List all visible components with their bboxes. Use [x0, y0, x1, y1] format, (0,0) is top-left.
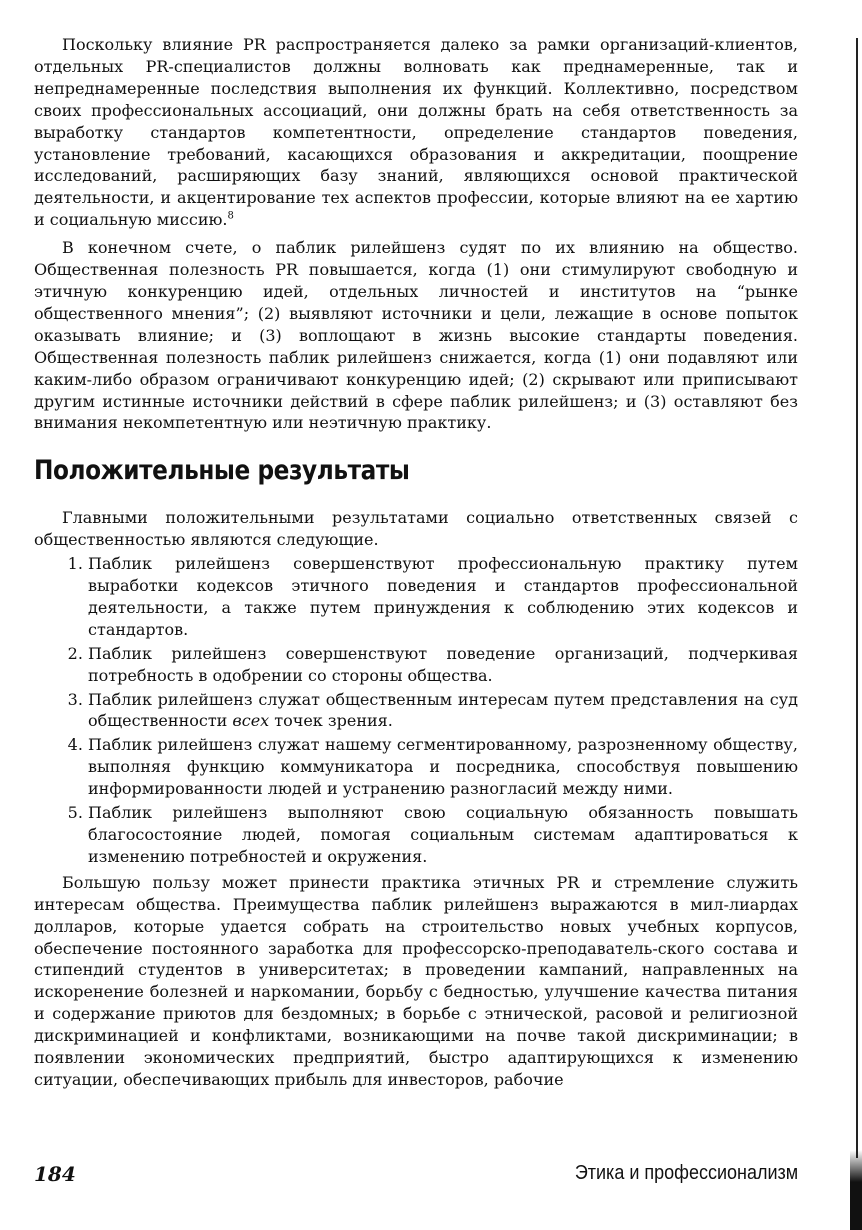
paragraph-2: В конечном счете, о паблик рилейшенз судят по их влиянию на общество. Общественная полезность PR повышается, когда (1) они стимулируют свободную и этичную конкуренцию идей, отдельных личностей и институтов на “рынке общественного мнения”; (2) выявляют источники и цели, лежащие в основе попыток оказывать влияние; и (3) воплощают в жизнь высокие стандарты поведения. Общественная полезность паблик рилейшенз снижается, когда (1) они подавляют или каким-либо образом ограничивают конкуренцию идей; (2) скрывают или приписывают другим истинные источники действий в сфере паблик рилейшенз; и (3) оставляют без внимания некомпетентную или неэтичную практику. — [34, 238, 798, 433]
list-item-text-after: точек зрения. — [269, 711, 393, 731]
section-intro: Главными положительными результатами социально ответственных связей с общественностью являются следующие. — [34, 508, 798, 550]
running-title: Этика и профессионализм — [574, 1162, 798, 1184]
list-item: 5. Паблик рилейшенз выполняют свою социальную обязанность повышать благосостояние людей, помогая социальным системам адаптироваться к изменению потребностей и окружения. — [88, 802, 798, 868]
list-item: 2. Паблик рилейшенз совершенствуют поведение организаций, подчеркивая потребность в одобрении со стороны общества. — [88, 643, 798, 687]
list-item: 1. Паблик рилейшенз совершенствуют профессиональную практику путем выработки кодексов этичного поведения и стандартов профессиональной деятельности, а также путем принуждения к соблюдению этих кодексов и стандартов. — [88, 553, 798, 641]
page-body — [34, 34, 798, 1091]
closing-paragraph: Большую пользу может принести практика этичных PR и стремление служить интересам общества. Преимущества паблик рилейшенз выражаются в мил-лиардах долларов, которые удается собрать на строительство новых учебных корпусов, обеспечение постоянного заработка для профессорско-преподаватель-ского состава и стипендий студентов в университетах; в проведении кампаний, направленных на искоренение болезней и наркомании, борьбу с бедностью, улучшение качества питания и содержание приютов для бездомных; в борьбе с этнической, расовой и религиозной дискриминацией и конфликтами, возникающими на почве такой дискриминации; в появлении экономических предприятий, быстро адаптирующихся к изменению ситуации, обеспечивающих прибыль для инвесторов, рабочие — [34, 872, 798, 1089]
paragraph-1-text: Поскольку влияние PR распространяется далеко за рамки организаций-клиентов, отдельных PR-специалистов должны волновать как преднамеренные, так и непреднамеренные последствия выполнения их функций. Коллективно, посредством своих профессиональных ассоциаций, они должны брать на себя ответственность за выработку стандартов компетентности, определение стандартов поведения, установление требований, касающихся образования и аккредитации, поощрение исследований, расширяющих базу знаний, являющихся основой практической деятельности, и акцентирование тех аспектов профессии, которые влияют на ее хартию и социальную миссию. — [34, 35, 798, 230]
results-list — [34, 553, 798, 868]
list-item-text-before: Паблик рилейшенз служат общественным интересам путем представления на суд общественности — [88, 689, 798, 731]
list-item: 4. Паблик рилейшенз служат нашему сегментированному, разрозненному обществу, выполняя функцию коммуникатора и посредника, способствуя повышению информированности людей и устранению разногласий между ними. — [88, 734, 798, 800]
section-heading: Положительные результаты — [34, 455, 410, 487]
scan-edge-shadow — [850, 1150, 862, 1230]
paragraph-1 — [34, 34, 798, 231]
footnote-marker: 8 — [227, 210, 234, 222]
list-item-emphasis: всех — [232, 711, 270, 731]
page-number: 184 — [34, 1162, 76, 1186]
scan-edge-line — [856, 38, 858, 1158]
list-item — [88, 689, 798, 733]
page-footer — [34, 1162, 798, 1192]
